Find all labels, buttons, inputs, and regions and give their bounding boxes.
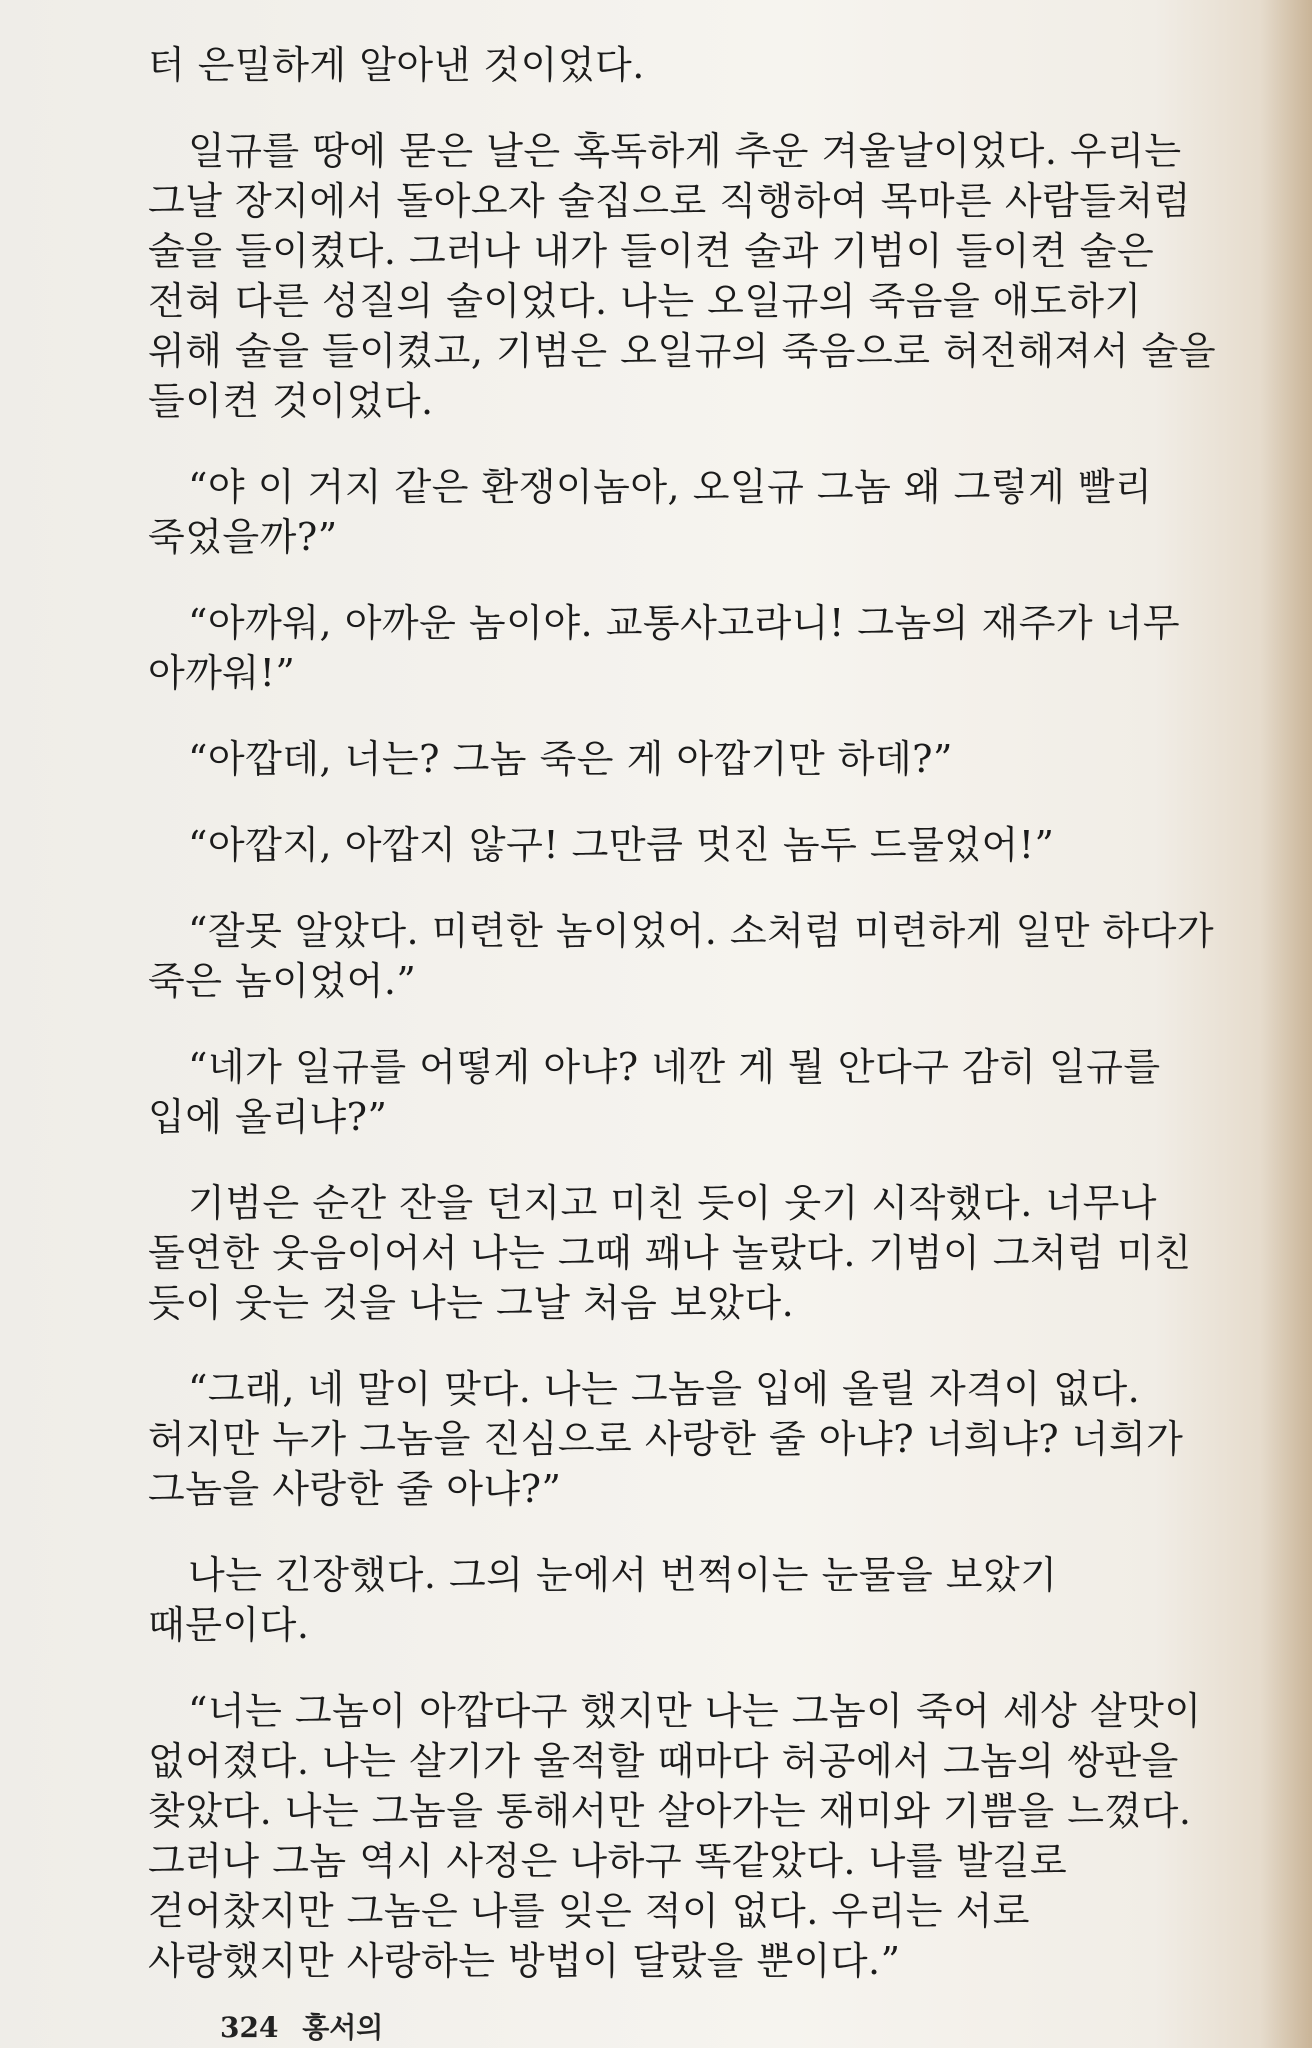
paragraph: 나는 긴장했다. 그의 눈에서 번쩍이는 눈물을 보았기 때문이다. [148, 1553, 1058, 1647]
paragraph: “아깝지, 아깝지 않구! 그만큼 멋진 놈두 드물었어!” [188, 823, 1055, 867]
running-title: 홍서의 [302, 2011, 384, 2044]
paragraph: “그래, 네 말이 맞다. 나는 그놈을 입에 올릴 자격이 없다. 허지만 누가 그놈을 진심으로 사랑한 줄 아냐? 너희냐? 너희가 그놈을 사랑한 줄 아냐?” [148, 1367, 1184, 1511]
paragraph: “아깝데, 너는? 그놈 죽은 게 아깝기만 하데?” [188, 737, 953, 781]
paragraph: “아까워, 아까운 놈이야. 교통사고라니! 그놈의 재주가 너무 아까워!” [148, 601, 1181, 695]
paragraph: “잘못 알았다. 미련한 놈이었어. 소처럼 미련하게 일만 하다가 죽은 놈이었어.” [148, 909, 1215, 1003]
paragraph: 터 은밀하게 알아낸 것이었다. [148, 43, 645, 87]
paragraph: 기범은 순간 잔을 던지고 미친 듯이 웃기 시작했다. 너무나 돌연한 웃음이어서 나는 그때 꽤나 놀랐다. 기범이 그처럼 미친 듯이 웃는 것을 나는 그날 처음 보았다. [148, 1181, 1192, 1325]
page-footer [220, 2006, 397, 2046]
body-text [148, 40, 1228, 2022]
paragraph: “너는 그놈이 아깝다구 했지만 나는 그놈이 죽어 세상 살맛이 없어졌다. 나는 살기가 울적할 때마다 허공에서 그놈의 쌍판을 찾았다. 나는 그놈을 통해서만 살아가는 재미와 기쁨을 느꼈다. 그러나 그놈 역시 사정은 나하구 똑같았다. 나를 발길로 걷어찼지만 그놈은 나를 잊은 적이 없다. 우리는 서로 사랑했지만 사랑하는 방법이 달랐을 뿐이다.” [148, 1689, 1202, 1983]
paragraph: “야 이 거지 같은 환쟁이놈아, 오일규 그놈 왜 그렇게 빨리 죽었을까?” [148, 465, 1153, 559]
paragraph: “네가 일규를 어떻게 아냐? 네깐 게 뭘 안다구 감히 일규를 입에 올리냐?” [148, 1045, 1161, 1139]
page-number: 324 [220, 2011, 279, 2044]
paragraph: 일규를 땅에 묻은 날은 혹독하게 추운 겨울날이었다. 우리는 그날 장지에서 돌아오자 술집으로 직행하여 목마른 사람들처럼 술을 들이켰다. 그러나 내가 들이켠 술과 기범이 들이켠 술은 전혀 다른 성질의 술이었다. 나는 오일규의 죽음을 애도하기 위해 술을 들이켰고, 기범은 오일규의 죽음으로 허전해져서 술을 들이켠 것이었다. [148, 129, 1217, 423]
